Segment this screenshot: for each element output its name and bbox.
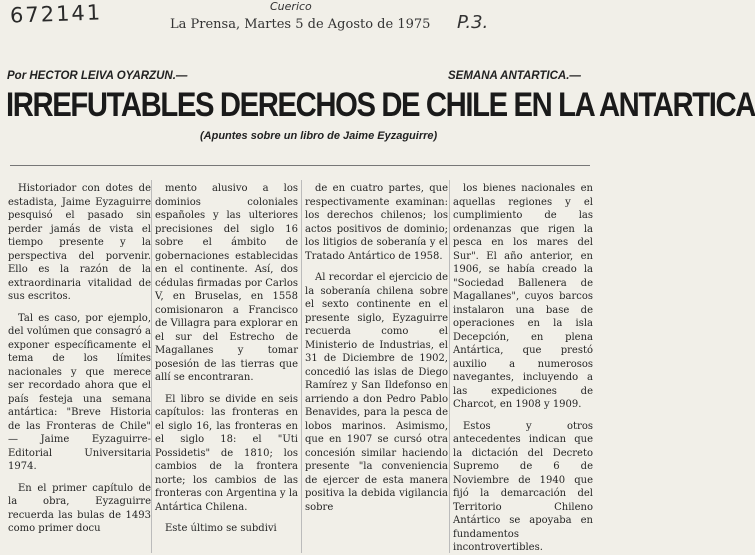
- article-column-2: [155, 182, 298, 553]
- column-divider: [301, 180, 302, 553]
- paragraph: Tal es caso, por ejemplo, del volúmen que consagró a exponer específicamente el tema de los límites nacionales y que merece ser recordado ahora que el país festeja una semana antártica: "Breve Historia de las Fronteras de Chile" — Jaime Eyzaguirre-Editorial Universitaria 1974.: [8, 312, 151, 472]
- paragraph: Estos y otros antecedentes indican que la dictación del Decreto Supremo de 6 de Noviembre de 1940 que fijó la demarcación del Territorio Chileno Antártico se apoyaba en fundamentos incontrovertibles.: [453, 420, 593, 553]
- paragraph: los bienes nacionales en aquellas regiones y el cumplimiento de las ordenanzas que rigen la pesca en los mares del Sur". El año anterior, en 1906, se había creado la "Sociedad Ballenera de Magallanes", cuyos barcos instalaron una base de operaciones en la isla Decepción, en plena Antártica, que prestó auxilio a numerosos navegantes, incluyendo a las expediciones de Charcot, en 1908 y 1909.: [453, 183, 593, 410]
- paragraph: Al recordar el ejercicio de la soberanía chilena sobre el sexto continente en el presente siglo, Eyzaguirre recuerda como el Ministerio de Industrias, el 31 de Diciembre de 1902, concedió las islas de Diego Ramírez y San Ildefonso en arriendo a don Pedro Pablo Benavides, para la pesca de lobos marinos. Asimismo, que en 1907 se cursó otra concesión similar haciendo presente "la conveniencia de ejercer de esta manera positiva la debida vigilancia sobre: [305, 272, 448, 513]
- paragraph: de en cuatro partes, que respectivamente examinan: los derechos chilenos; los actos positivos de dominio; los litigios de soberanía y el Tratado Antártico de 1958.: [305, 183, 448, 262]
- author-byline: Por HECTOR LEIVA OYARZUN.—: [7, 70, 188, 82]
- header-divider: [10, 165, 590, 166]
- article-column-1: [8, 182, 151, 553]
- handwritten-page-marker: P.3.: [457, 12, 489, 33]
- article-headline: IRREFUTABLES DERECHOS DE CHILE EN LA ANTARTICA: [6, 86, 755, 124]
- section-label: SEMANA ANTARTICA.—: [448, 70, 581, 82]
- paragraph: El libro se divide en seis capítulos: las fronteras en el siglo 16, las fronteras en el siglo 18: el "Uti Possidetis" de 1810; los cambios de la frontera norte; los cambios de las fronteras con Argentina y la Antártica Chilena.: [155, 393, 298, 513]
- article-column-4: [453, 182, 593, 553]
- newspaper-dateline: La Prensa, Martes 5 de Agosto de 1975: [170, 17, 431, 32]
- handwritten-note: Cuerico: [270, 0, 312, 13]
- paragraph: Este último se subdivi: [165, 523, 277, 534]
- paragraph: En el primer capítulo de la obra, Eyzaguirre recuerda las bulas de 1493 como primer docu: [8, 482, 151, 534]
- article-subtitle: (Apuntes sobre un libro de Jaime Eyzaguirre): [200, 130, 438, 142]
- article-column-3: [305, 182, 448, 553]
- column-divider: [449, 180, 450, 553]
- column-divider: [151, 180, 152, 553]
- paragraph: mento alusivo a los dominios coloniales españoles y las ulteriores precisiones del siglo 16 sobre el ámbito de gobernaciones establecidas en el continente. Así, dos cédulas firmadas por Carlos V, en Bruselas, en 1558 comisionaron a Francisco de Villagra para explorar en el sur del Estrecho de Magallanes y tomar posesión de las tierras que allí se encontraran.: [155, 183, 298, 383]
- paragraph: Historiador con dotes de estadista, Jaime Eyzaguirre pesquisó el pasado sin perder jamás de vista el tiempo presente y la perspectiva del porvenir. Ello es la razón de la extraordinaria vitalidad de sus escritos.: [8, 183, 151, 302]
- handwritten-clipping-number: 672141: [9, 0, 103, 28]
